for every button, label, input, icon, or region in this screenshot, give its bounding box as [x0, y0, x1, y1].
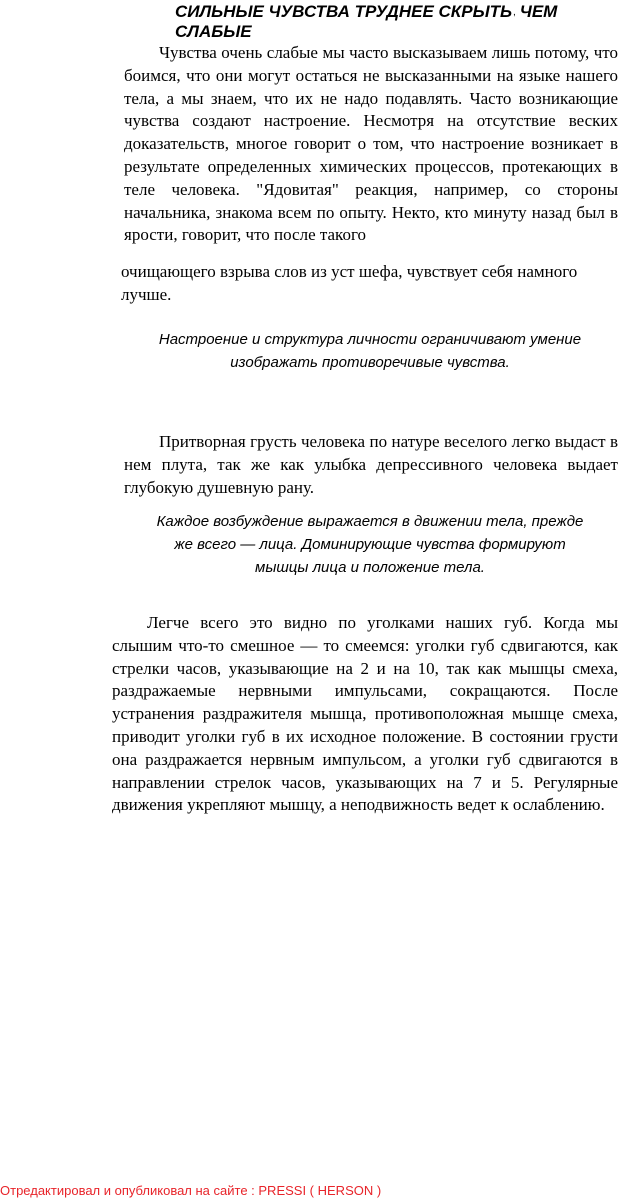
callout-1: Настроение и структура личности ограничивают умение изображать противоречивые чувства. [158, 331, 582, 371]
paragraph-1-continued: очищающего взрыва слов из уст шефа, чувствует себя намного лучше. [121, 262, 578, 304]
section-heading [175, 2, 595, 41]
heading-comma: , [513, 7, 516, 18]
callout-2: Каждое возбуждение выражается в движении тела, прежде же всего — лица. Доминирующие чувства формируют мышцы лица и положение тела. [156, 513, 584, 576]
heading-part-2: ЧЕМ СЛАБЫЕ [175, 2, 558, 41]
footer-credit: Отредактировал и опубликовал на сайте : PRESSI ( HERSON ) [0, 1183, 382, 1198]
paragraph-1: Чувства очень слабые мы часто высказываем лишь потому, что боимся, что они могут остаться не высказанными на языке нашего тела, а мы знаем, что их не надо подавлять. Часто возникающие чувства создают настроение. Несмотря на отсутствие веских доказательств, многое говорит о том, что настроение возникает в результате определенных химических процессов, протекающих в теле человека. "Ядовитая" реакция, например, со стороны начальника, знакома всем по опыту. Некто, кто минуту назад был в ярости, говорит, что после такого [124, 43, 618, 245]
paragraph-3: Легче всего это видно по уголками наших губ. Когда мы слышим что-то смешное — то смеемся: уголки губ сдвигаются, как стрелки часов, указывающие на 2 и на 10, так как мышцы смеха, раздражаемые нервными импульсами, сокращаются. После устранения раздражителя мышца, противоположная мышце смеха, приводит уголки губ в их исходное положение. В состоянии грусти она раздражается нервным импульсом, а уголки губ сдвигаются в направлении стрелок часов, указывающих на 7 и 5. Регулярные движения укрепляют мышцу, а неподвижность ведет к ослаблению. [112, 613, 618, 815]
paragraph-2: Притворная грусть человека по натуре веселого легко выдаст в нем плута, так же как улыбка депрессивного человека выдает глубокую душевную рану. [124, 432, 618, 497]
heading-part-1: СИЛЬНЫЕ ЧУВСТВА ТРУДНЕЕ СКРЫТЬ [175, 2, 512, 21]
